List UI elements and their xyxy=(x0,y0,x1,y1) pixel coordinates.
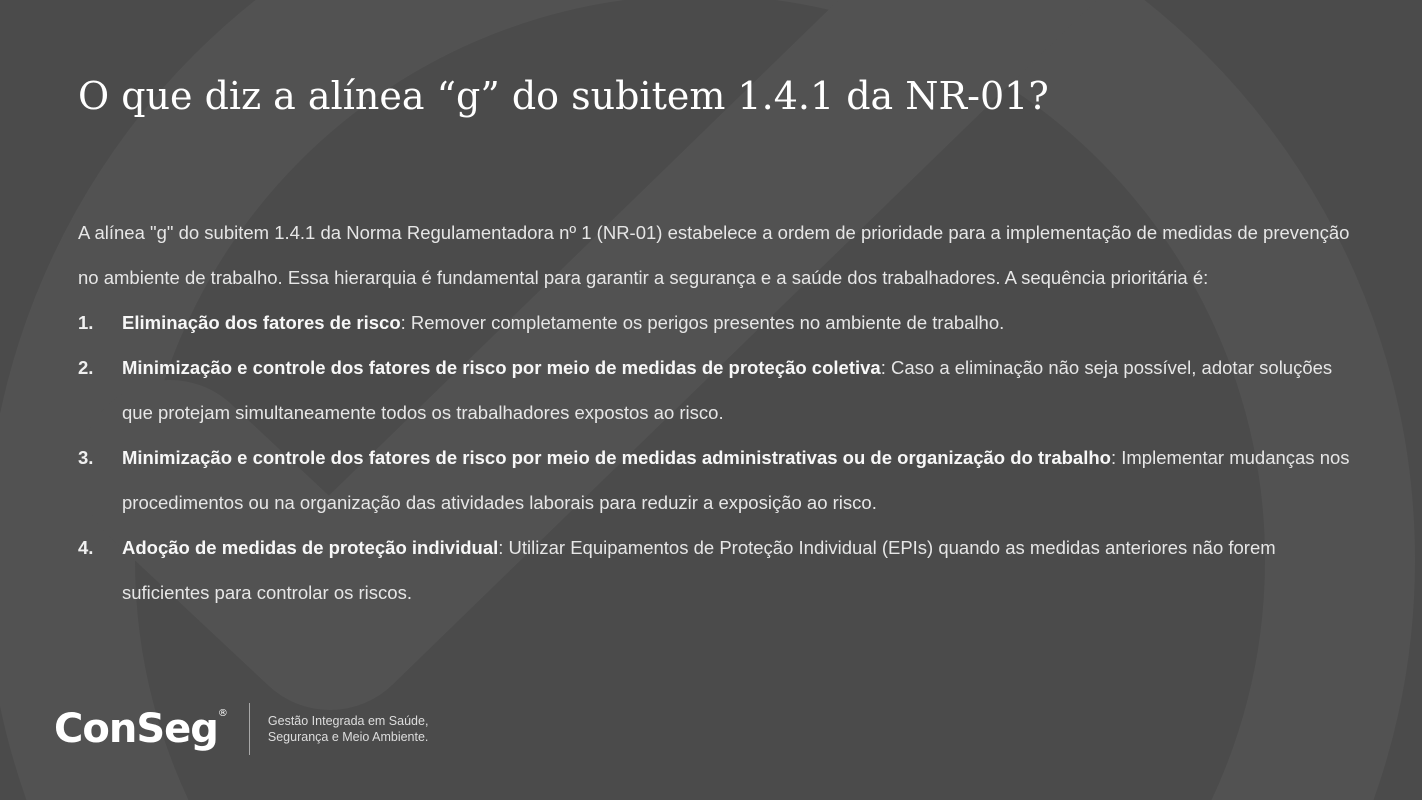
list-item-text xyxy=(122,525,1358,615)
list-item-text xyxy=(122,345,1358,435)
tagline-line: Gestão Integrada em Saúde, xyxy=(267,714,429,728)
list-item-heading: Eliminação dos fatores de risco xyxy=(122,312,401,333)
list-item-number: 4. xyxy=(78,537,94,558)
list-item-description: : Remover completamente os perigos presentes no ambiente de trabalho. xyxy=(400,312,1005,333)
footer-brand xyxy=(54,698,428,760)
list-item xyxy=(78,345,1358,435)
priority-list xyxy=(78,300,1358,615)
list-item-text xyxy=(122,435,1358,525)
list-item-number: 1. xyxy=(78,312,94,333)
list-item-description: : Implementar mudanças nos procedimentos ou na organização das atividades laborais para reduzir a exposição ao risco. xyxy=(122,447,1350,513)
content-body xyxy=(78,210,1358,615)
list-item-description: : Utilizar Equipamentos de Proteção Individual (EPIs) quando as medidas anteriores não forem suficientes para controlar os riscos. xyxy=(122,537,1276,603)
list-item-number: 3. xyxy=(78,447,94,468)
list-item-heading: Adoção de medidas de proteção individual xyxy=(122,537,499,558)
intro-paragraph: A alínea "g" do subitem 1.4.1 da Norma Regulamentadora nº 1 (NR-01) estabelece a ordem de prioridade para a implementação de medidas de prevenção no ambiente de trabalho. Essa hierarquia é fundamental para garantir a segurança e a saúde dos trabalhadores. A sequência prioritária é: xyxy=(78,222,1350,288)
conseg-logo xyxy=(54,706,227,752)
list-item xyxy=(78,435,1358,525)
list-item-number: 2. xyxy=(78,357,94,378)
list-item xyxy=(78,525,1358,615)
list-item xyxy=(78,300,1358,345)
list-item-description: : Caso a eliminação não seja possível, adotar soluções que protejam simultaneamente todos os trabalhadores expostos ao risco. xyxy=(122,357,1333,423)
page-title: O que diz a alínea “g” do subitem 1.4.1 da NR-01? xyxy=(78,74,1049,118)
list-item-text xyxy=(122,300,1358,345)
registered-mark: ® xyxy=(217,708,227,719)
logo-wordmark: ConSeg xyxy=(54,706,218,752)
company-tagline xyxy=(268,713,429,745)
footer-divider xyxy=(249,703,250,755)
tagline-line: Segurança e Meio Ambiente. xyxy=(267,730,429,744)
list-item-heading: Minimização e controle dos fatores de risco por meio de medidas de proteção coletiva xyxy=(122,357,881,378)
list-item-heading: Minimização e controle dos fatores de risco por meio de medidas administrativas ou de organização do trabalho xyxy=(122,447,1111,468)
